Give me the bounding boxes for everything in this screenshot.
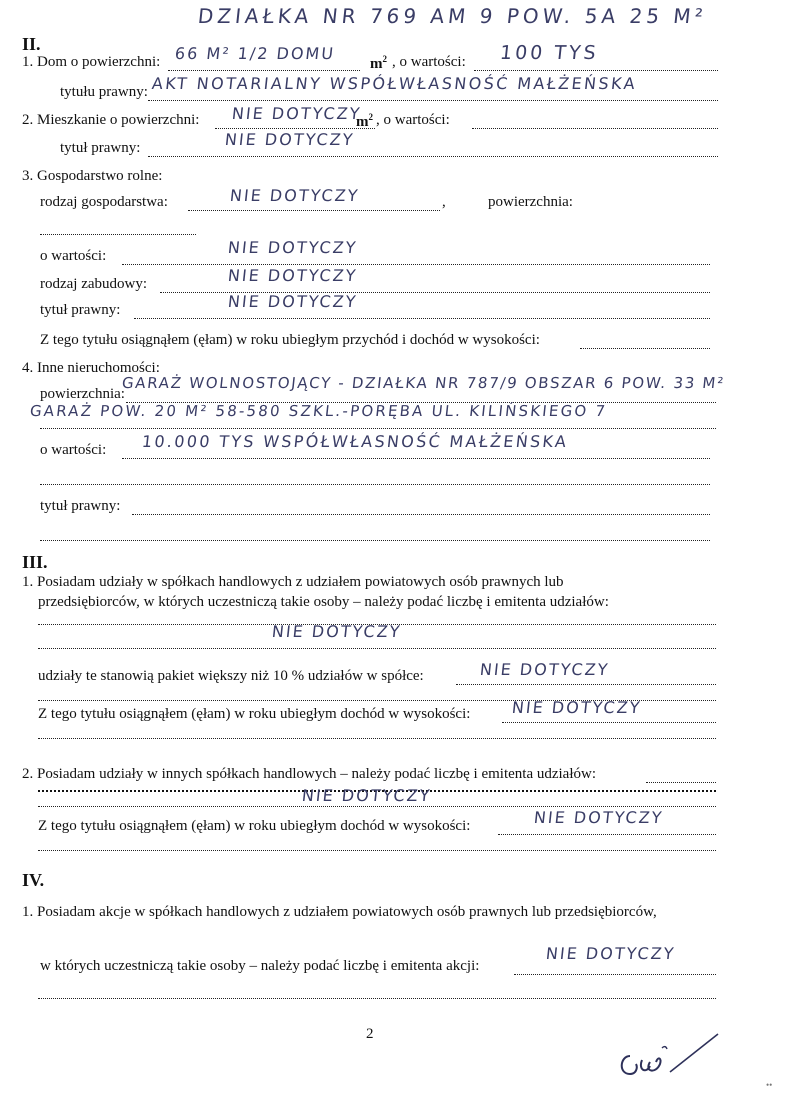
s3-q1-line-b (38, 648, 716, 649)
house-value-label: , o wartości: (392, 54, 466, 70)
corner-mark: •• (766, 1080, 773, 1090)
farm-type-value: NIE DOTYCZY (229, 186, 361, 205)
farm-value-line (122, 264, 710, 265)
s3-income-label: Z tego tytułu osiągnąłem (ęłam) w roku ubiegłym dochód w wysokości: (38, 706, 471, 722)
farm-buildings-value: NIE DOTYCZY (227, 266, 359, 285)
s3-q2-income-label: Z tego tytułu osiągnąłem (ęłam) w roku ubiegłym dochód w wysokości: (38, 818, 471, 834)
other-title-line (132, 514, 710, 515)
other-value-label: o wartości: (40, 442, 107, 458)
other-area-value-line1: GARAŻ WOLNOSTOJĄCY - DZIAŁKA NR 787/9 OBSZAR 6 POW. 33 M² (121, 374, 726, 392)
other-title-label: tytuł prawny: (40, 498, 121, 514)
flat-title-label: tytuł prawny: (60, 140, 141, 156)
house-area-label: 1. Dom o powierzchni: (22, 54, 161, 70)
page-number: 2 (366, 1026, 374, 1042)
farm-type-label: rodzaj gospodarstwa: (40, 194, 168, 210)
flat-area-unit: $m^2$ (356, 112, 373, 130)
other-area-label: powierzchnia: (40, 386, 125, 402)
s3-q2-line-0 (646, 782, 716, 783)
house-area-value: 66 M² 1/2 DOMU (174, 44, 337, 63)
signature-initials-graphic (612, 1016, 762, 1080)
farm-income-line (580, 348, 710, 349)
house-area-unit: $m^2$ (370, 54, 387, 72)
other-area-value-line2: GARAŻ POW. 20 M² 58-580 SZKL.-PORĘBA UL. KILIŃSKIEGO 7 (29, 402, 609, 420)
s3-q1-line1: 1. Posiadam udziały w spółkach handlowych z udziałem powiatowych osób prawnych lub (22, 574, 564, 590)
section-2-heading: II. (22, 34, 41, 54)
farm-type-line (188, 210, 440, 211)
s4-q1-answer: NIE DOTYCZY (545, 944, 677, 963)
flat-area-label: 2. Mieszkanie o powierzchni: (22, 112, 200, 128)
house-value: 100 TYS (498, 42, 600, 64)
other-value-line (122, 458, 710, 459)
farm-title-value: NIE DOTYCZY (227, 292, 359, 311)
s4-q1-line-a (514, 974, 716, 975)
s3-income-value: NIE DOTYCZY (511, 698, 643, 717)
header-handwritten-note: DZIAŁKA NR 769 AM 9 POW. 5A 25 M² (196, 4, 708, 28)
s3-pakiet-value: NIE DOTYCZY (479, 660, 611, 679)
s3-income-line-2 (38, 738, 716, 739)
other-title-line-2 (40, 540, 710, 541)
other-area-line-2 (40, 428, 716, 429)
flat-title-value: NIE DOTYCZY (224, 130, 356, 149)
house-value-line (474, 70, 718, 71)
flat-area-line (215, 128, 375, 129)
flat-value-label: , o wartości: (376, 112, 450, 128)
farm-buildings-label: rodzaj zabudowy: (40, 276, 148, 292)
other-label: 4. Inne nieruchomości: (22, 360, 160, 376)
s3-q2-line-b (38, 806, 716, 807)
farm-title-line (134, 318, 710, 319)
farm-income-label: Z tego tytułu osiągnąłem (ęłam) w roku ubiegłym przychód i dochód w wysokości: (40, 332, 540, 348)
farm-value-value: NIE DOTYCZY (227, 238, 359, 257)
other-value-value: 10.000 TYS WSPÓŁWŁASNOŚĆ MAŁŻEŃSKA (141, 432, 570, 451)
s3-q2-income-value: NIE DOTYCZY (533, 808, 665, 827)
farm-title-label: tytuł prawny: (40, 302, 121, 318)
other-value-line-2 (40, 484, 710, 485)
s3-q2-line1: 2. Posiadam udziały w innych spółkach handlowych – należy podać liczbę i emitenta udziałów: (22, 766, 596, 782)
house-area-line (168, 70, 360, 71)
section-4-heading: IV. (22, 870, 45, 890)
flat-value-line (472, 128, 718, 129)
s3-income-line (502, 722, 716, 723)
s3-pakiet-line (456, 684, 716, 685)
farm-value-label: o wartości: (40, 248, 107, 264)
s3-q2-income-line (498, 834, 716, 835)
house-title-label: tytułu prawny: (60, 84, 148, 100)
farm-area-line (40, 234, 196, 235)
s3-q1-answer: NIE DOTYCZY (271, 622, 403, 641)
s3-q2-income-line-2 (38, 850, 716, 851)
section-3-heading: III. (22, 552, 48, 572)
house-title-value: AKT NOTARIALNY WSPÓŁWŁASNOŚĆ MAŁŻEŃSKA (151, 74, 639, 93)
flat-area-value: NIE DOTYCZY (231, 104, 363, 123)
s4-q1-line2: w których uczestniczą takie osoby – należy podać liczbę i emitenta akcji: (40, 958, 480, 974)
farm-type-comma: , (442, 194, 446, 210)
s3-q1-line2: przedsiębiorców, w których uczestniczą takie osoby – należy podać liczbę i emitenta udziałów: (38, 594, 609, 610)
s4-q1-line-b (38, 998, 716, 999)
s3-q2-answer: NIE DOTYCZY (301, 786, 433, 805)
flat-title-line (148, 156, 718, 157)
house-title-line (148, 100, 718, 101)
farm-label: 3. Gospodarstwo rolne: (22, 168, 163, 184)
farm-area-label: powierzchnia: (488, 194, 573, 210)
s3-pakiet-label: udziały te stanowią pakiet większy niż 10 % udziałów w spółce: (38, 668, 424, 684)
s4-q1-line1: 1. Posiadam akcje w spółkach handlowych z udziałem powiatowych osób prawnych lub przedsiębiorców, (22, 904, 657, 920)
